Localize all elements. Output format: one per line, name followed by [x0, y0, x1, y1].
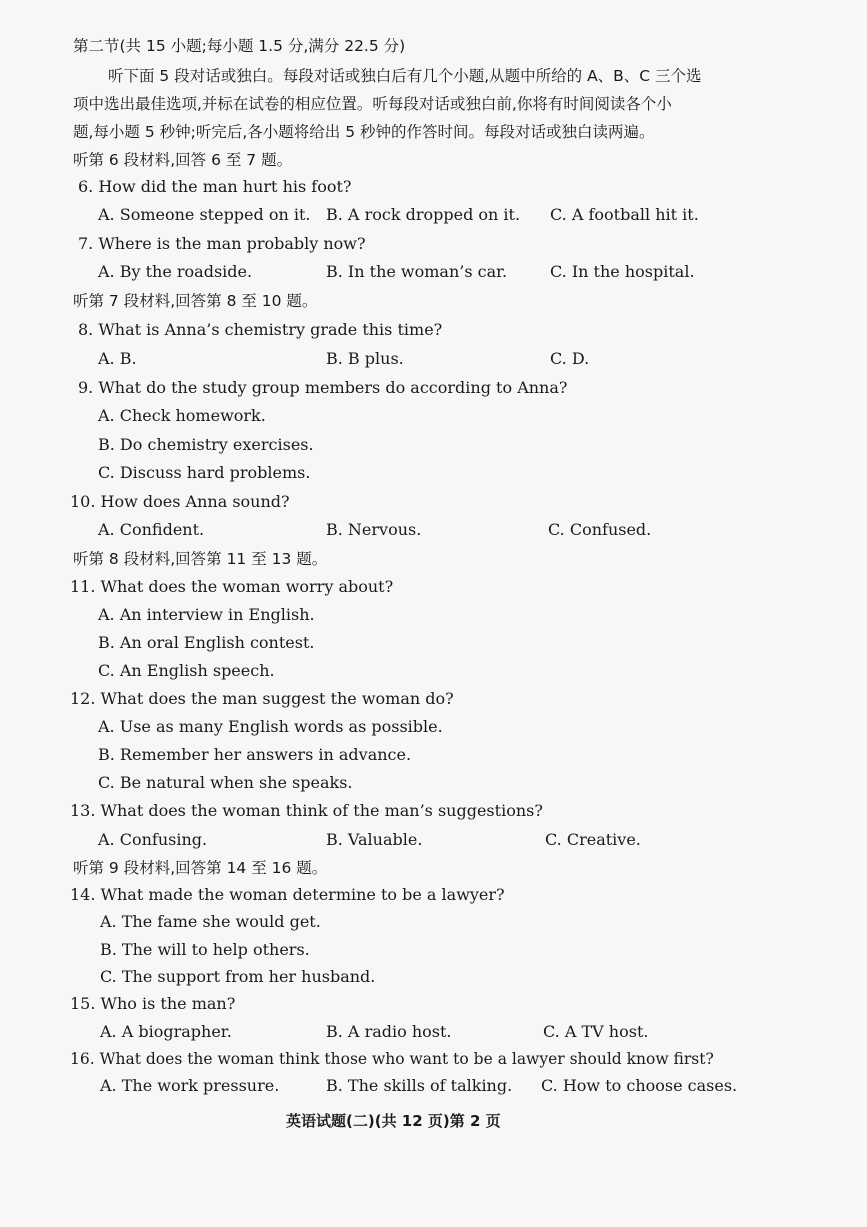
question-14: 14. What made the woman determine to be a lawyer?: [70, 885, 505, 904]
question-9: 9. What do the study group members do according to Anna?: [78, 378, 568, 397]
option-12c: C. Be natural when she speaks.: [98, 773, 353, 792]
option-8c: C. D.: [550, 349, 590, 368]
question-11: 11. What does the woman worry about?: [70, 577, 394, 596]
option-14b: B. The will to help others.: [100, 940, 310, 959]
question-8: 8. What is Anna’s chemistry grade this time?: [78, 320, 443, 339]
option-10a: A. Confident.: [98, 520, 205, 539]
question-10: 10. How does Anna sound?: [70, 492, 290, 511]
option-13b: B. Valuable.: [326, 830, 423, 849]
option-8a: A. B.: [98, 349, 137, 368]
option-16a: A. The work pressure.: [100, 1076, 280, 1095]
option-7b: B. In the woman’s car.: [326, 262, 508, 281]
question-13: 13. What does the woman think of the man’s suggestions?: [70, 801, 543, 820]
option-9a: A. Check homework.: [98, 406, 266, 425]
option-9c: C. Discuss hard problems.: [98, 463, 311, 482]
option-6c: C. A football hit it.: [550, 205, 699, 224]
group-label-8: 听第 8 段材料,回答第 11 至 13 题。: [73, 550, 328, 568]
option-8b: B. B plus.: [326, 349, 404, 368]
group-label-9: 听第 9 段材料,回答第 14 至 16 题。: [73, 859, 328, 877]
option-7c: C. In the hospital.: [550, 262, 695, 281]
question-15: 15. Who is the man?: [70, 994, 236, 1013]
option-11a: A. An interview in English.: [98, 605, 315, 624]
option-15a: A. A biographer.: [100, 1022, 232, 1041]
page-footer: 英语试题(二)(共 12 页)第 2 页: [286, 1112, 501, 1130]
group-label-6: 听第 6 段材料,回答 6 至 7 题。: [73, 151, 293, 169]
question-16: 16. What does the woman think those who want to be a lawyer should know first?: [70, 1050, 714, 1068]
option-14c: C. The support from her husband.: [100, 967, 376, 986]
option-12a: A. Use as many English words as possible.: [98, 717, 443, 736]
option-13a: A. Confusing.: [98, 830, 208, 849]
option-15c: C. A TV host.: [543, 1022, 649, 1041]
option-7a: A. By the roadside.: [98, 262, 253, 281]
option-11c: C. An English speech.: [98, 661, 275, 680]
option-10c: C. Confused.: [548, 520, 652, 539]
option-11b: B. An oral English contest.: [98, 633, 315, 652]
section-heading: 第二节(共 15 小题;每小题 1.5 分,满分 22.5 分): [73, 37, 406, 55]
group-label-7: 听第 7 段材料,回答第 8 至 10 题。: [73, 292, 318, 310]
option-13c: C. Creative.: [545, 830, 641, 849]
option-14a: A. The fame she would get.: [100, 912, 321, 931]
option-16c: C. How to choose cases.: [541, 1076, 738, 1095]
option-9b: B. Do chemistry exercises.: [98, 435, 314, 454]
option-12b: B. Remember her answers in advance.: [98, 745, 412, 764]
intro-line-3: 题,每小题 5 秒钟;听完后,各小题将给出 5 秒钟的作答时间。每段对话或独白读两遍。: [73, 123, 655, 141]
option-6b: B. A rock dropped on it.: [326, 205, 521, 224]
option-6a: A. Someone stepped on it.: [98, 205, 311, 224]
question-7: 7. Where is the man probably now?: [78, 234, 366, 253]
intro-line-2: 项中选出最佳选项,并标在试卷的相应位置。听每段对话或独白前,你将有时间阅读各个小: [73, 95, 672, 113]
option-15b: B. A radio host.: [326, 1022, 452, 1041]
question-12: 12. What does the man suggest the woman do?: [70, 689, 454, 708]
option-16b: B. The skills of talking.: [326, 1076, 513, 1095]
option-10b: B. Nervous.: [326, 520, 422, 539]
intro-line-1: 听下面 5 段对话或独白。每段对话或独白后有几个小题,从题中所给的 A、B、C 三个选: [108, 67, 702, 85]
question-6: 6. How did the man hurt his foot?: [78, 177, 352, 196]
